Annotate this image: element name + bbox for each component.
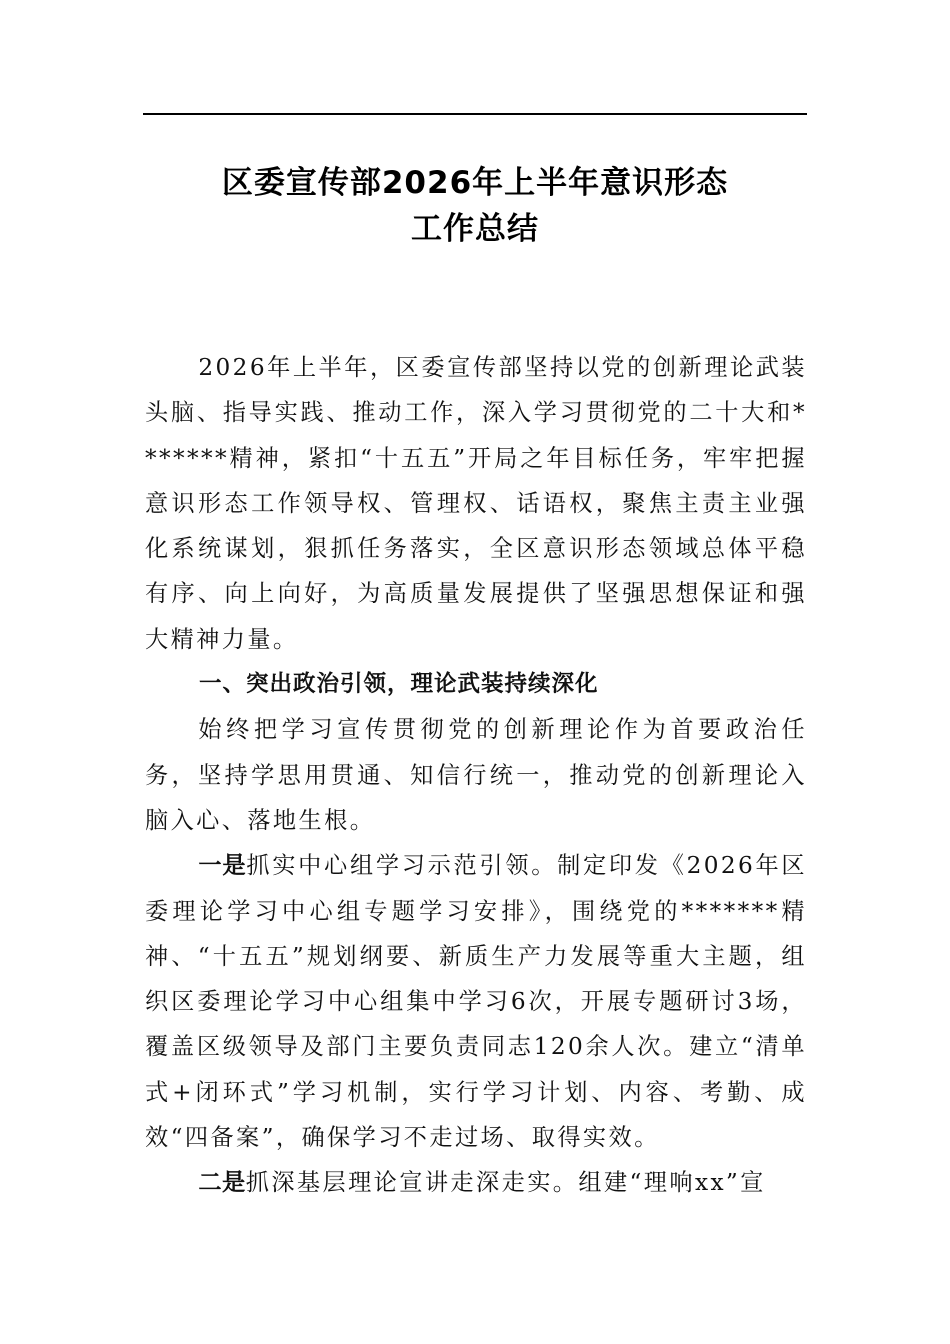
header-rule bbox=[143, 113, 807, 115]
document-body bbox=[145, 345, 807, 1206]
item-2-text: 抓深基层理论宣讲走深走实。组建“理响xx”宣 bbox=[245, 1169, 766, 1197]
item-2-paragraph bbox=[145, 1160, 807, 1205]
item-1-lead: 一是 bbox=[198, 852, 247, 880]
item-1-text: 抓实中心组学习示范引领。制定印发《2026年区委理论学习中心组专题学习安排》，围绕党的*******精神、“十五五”规划纲要、新质生产力发展等重大主题，组织区委理论学习中心组集中学习6次，开展专题研讨3场，覆盖区级领导及部门主要负责同志120余人次。建立“清单式+闭环式”学习机制，实行学习计划、内容、考勤、成效“四备案”，确保学习不走过场、取得实效。 bbox=[145, 852, 807, 1152]
section-1-heading: 一、突出政治引领，理论武装持续深化 bbox=[199, 671, 599, 698]
title-line-1: 区委宣传部2026年上半年意识形态 bbox=[221, 165, 729, 201]
item-2-lead: 二是 bbox=[198, 1169, 246, 1197]
title-line-2: 工作总结 bbox=[411, 211, 539, 247]
item-1-paragraph bbox=[145, 843, 807, 1160]
section-1-intro: 始终把学习宣传贯彻党的创新理论作为首要政治任务，坚持学思用贯通、知信行统一，推动党的创新理论入脑入心、落地生根。 bbox=[145, 716, 807, 834]
document-title bbox=[143, 160, 807, 252]
intro-paragraph: 2026年上半年，区委宣传部坚持以党的创新理论武装头脑、指导实践、推动工作，深入学习贯彻党的二十大和*******精神，紧扣“十五五”开局之年目标任务，牢牢把握意识形态工作领导权、管理权、话语权，聚焦主责主业强化系统谋划，狠抓任务落实，全区意识形态领域总体平稳有序、向上向好，为高质量发展提供了坚强思想保证和强大精神力量。 bbox=[145, 354, 807, 653]
